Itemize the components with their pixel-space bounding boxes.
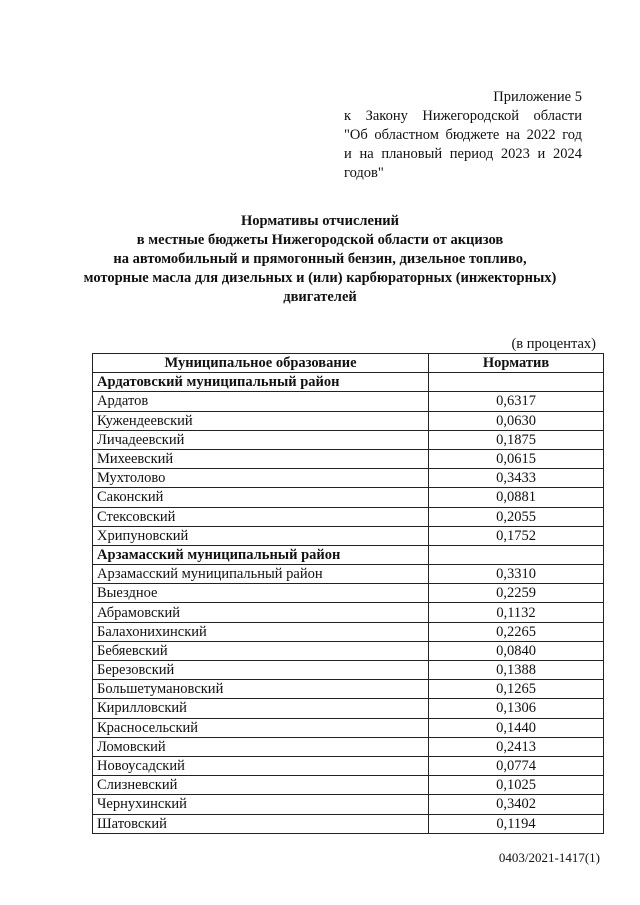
municipality-name: Саконский: [93, 488, 429, 507]
appendix-line: "Об областном бюджете на 2022 год: [344, 127, 582, 143]
table-row: [93, 565, 604, 584]
table-row: [93, 680, 604, 699]
municipality-name: Ардатов: [93, 392, 429, 411]
norm-value: 0,0615: [429, 449, 604, 468]
municipality-name: Мухтолово: [93, 469, 429, 488]
norm-value: 0,3433: [429, 469, 604, 488]
table-row: [93, 411, 604, 430]
table-row: [93, 603, 604, 622]
norm-value: [429, 373, 604, 392]
table-row: [93, 507, 604, 526]
municipality-name: Шатовский: [93, 814, 429, 833]
norm-value: 0,1132: [429, 603, 604, 622]
table-header-row: [93, 354, 604, 373]
document-title: [60, 212, 580, 307]
appendix-line: Приложение 5: [493, 89, 582, 105]
table-row: [93, 737, 604, 756]
municipality-name: Большетумановский: [93, 680, 429, 699]
table-row: [93, 392, 604, 411]
table-row: [93, 430, 604, 449]
norm-value: 0,1875: [429, 430, 604, 449]
municipality-name: Ардатовский муниципальный район: [93, 373, 429, 392]
table-row: [93, 469, 604, 488]
table-row: [93, 449, 604, 468]
municipality-name: Новоусадский: [93, 756, 429, 775]
norm-value: 0,2259: [429, 584, 604, 603]
table-row: [93, 814, 604, 833]
norm-value: 0,2265: [429, 622, 604, 641]
table-row: [93, 488, 604, 507]
table-row: [93, 795, 604, 814]
title-line: моторные масла для дизельных и (или) карбюраторных (инжекторных): [83, 270, 557, 286]
norm-value: 0,1440: [429, 718, 604, 737]
document-number: 0403/2021-1417(1): [498, 850, 600, 865]
district-row: [93, 373, 604, 392]
municipality-name: Кирилловский: [93, 699, 429, 718]
municipality-name: Личадеевский: [93, 430, 429, 449]
norm-value: 0,6317: [429, 392, 604, 411]
norm-value: 0,3310: [429, 565, 604, 584]
table-row: [93, 661, 604, 680]
municipality-name: Михеевский: [93, 449, 429, 468]
appendix-line: и на плановый период 2023 и 2024: [344, 146, 582, 162]
title-line: в местные бюджеты Нижегородской области от акцизов: [136, 232, 504, 248]
title-line: на автомобильный и прямогонный бензин, дизельное топливо,: [113, 251, 527, 267]
municipality-name: Чернухинский: [93, 795, 429, 814]
table-row: [93, 718, 604, 737]
norm-value: 0,0840: [429, 641, 604, 660]
norm-value: 0,2055: [429, 507, 604, 526]
norm-value: [429, 545, 604, 564]
norm-value: 0,1265: [429, 680, 604, 699]
municipality-name: Арзамасский муниципальный район: [93, 545, 429, 564]
table-row: [93, 584, 604, 603]
municipality-name: Кужендеевский: [93, 411, 429, 430]
municipality-name: Слизневский: [93, 776, 429, 795]
district-row: [93, 545, 604, 564]
norm-value: 0,1306: [429, 699, 604, 718]
norm-value: 0,3402: [429, 795, 604, 814]
norm-value: 0,1194: [429, 814, 604, 833]
table-row: [93, 699, 604, 718]
appendix-line: годов": [344, 165, 384, 181]
municipality-name: Стексовский: [93, 507, 429, 526]
norm-value: 0,1025: [429, 776, 604, 795]
table-row: [93, 776, 604, 795]
column-header-norm: Норматив: [429, 354, 604, 373]
municipality-name: Балахонихинский: [93, 622, 429, 641]
title-line: Нормативы отчислений: [240, 213, 400, 229]
appendix-note: [344, 88, 582, 183]
norm-value: 0,2413: [429, 737, 604, 756]
norm-value: 0,1752: [429, 526, 604, 545]
table-row: [93, 641, 604, 660]
norm-value: 0,0881: [429, 488, 604, 507]
municipality-name: Ломовский: [93, 737, 429, 756]
appendix-line: к Закону Нижегородской области: [344, 108, 582, 124]
norm-value: 0,0774: [429, 756, 604, 775]
municipality-name: Выездное: [93, 584, 429, 603]
table-row: [93, 622, 604, 641]
title-line: двигателей: [283, 289, 357, 305]
municipality-name: Березовский: [93, 661, 429, 680]
municipality-name: Бебяевский: [93, 641, 429, 660]
table-row: [93, 756, 604, 775]
unit-note: (в процентах): [511, 336, 596, 352]
table-row: [93, 526, 604, 545]
norm-value: 0,1388: [429, 661, 604, 680]
municipality-name: Абрамовский: [93, 603, 429, 622]
column-header-municipality: Муниципальное образование: [93, 354, 429, 373]
norm-value: 0,0630: [429, 411, 604, 430]
municipality-name: Красносельский: [93, 718, 429, 737]
municipality-name: Хрипуновский: [93, 526, 429, 545]
municipality-name: Арзамасский муниципальный район: [93, 565, 429, 584]
norms-table: [92, 353, 604, 834]
